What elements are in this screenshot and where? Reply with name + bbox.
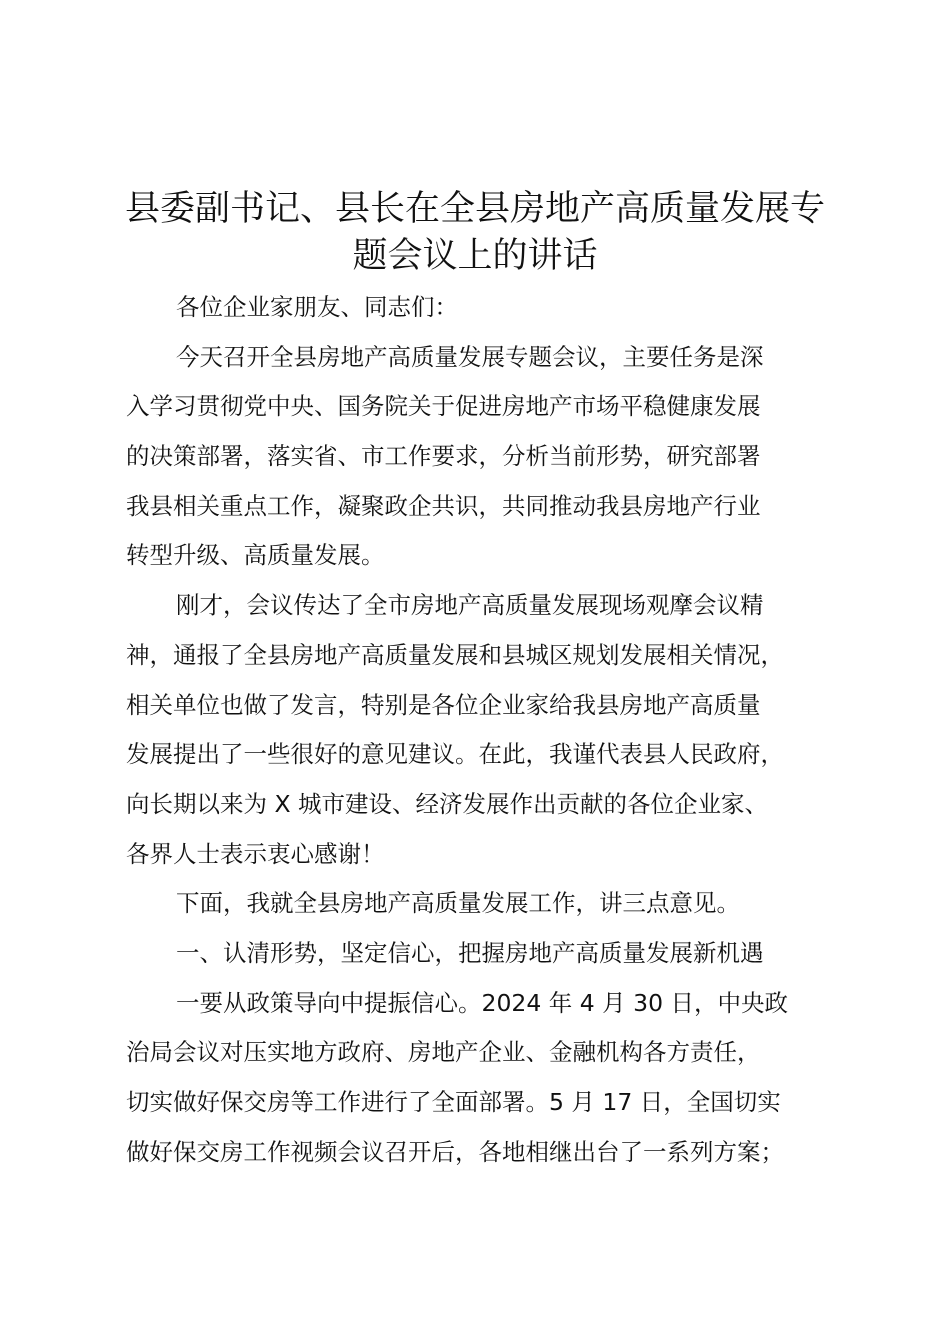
paragraph-1-line-2: 入学习贯彻党中央、国务院关于促进房地产市场平稳健康发展 xyxy=(126,392,761,421)
document-body xyxy=(126,283,866,1177)
paragraph-2-line-6: 各界人士表示衷心感谢！ xyxy=(126,839,385,868)
title-line-2: 题会议上的讲话 xyxy=(352,236,598,276)
section-heading-1: 一、认清形势，坚定信心，把握房地产高质量发展新机遇 xyxy=(176,938,764,967)
paragraph-2-line-3: 相关单位也做了发言，特别是各位企业家给我县房地产高质量 xyxy=(126,690,761,719)
title-line-1: 县委副书记、县长在全县房地产高质量发展专 xyxy=(124,189,825,229)
paragraph-1-line-5: 转型升级、高质量发展。 xyxy=(126,541,385,570)
paragraph-4-line-2: 治局会议对压实地方政府、房地产企业、金融机构各方责任， xyxy=(126,1038,761,1067)
paragraph-3-line-1: 下面，我就全县房地产高质量发展工作，讲三点意见。 xyxy=(176,889,740,918)
paragraph-2-line-1: 刚才，会议传达了全市房地产高质量发展现场观摩会议精 xyxy=(176,591,764,620)
paragraph-4-line-1: 一要从政策导向中提振信心。2024 年 4 月 30 日，中央政 xyxy=(176,988,789,1017)
salutation-line: 各位企业家朋友、同志们： xyxy=(176,293,458,321)
document-title xyxy=(110,186,840,280)
paragraph-1-line-4: 我县相关重点工作，凝聚政企共识，共同推动我县房地产行业 xyxy=(126,491,761,520)
paragraph-1-line-1: 今天召开全县房地产高质量发展专题会议，主要任务是深 xyxy=(176,342,764,371)
paragraph-2-line-5: 向长期以来为 X 城市建设、经济发展作出贡献的各位企业家、 xyxy=(126,789,769,818)
paragraph-2-line-4: 发展提出了一些很好的意见建议。在此，我谨代表县人民政府， xyxy=(126,740,784,769)
paragraph-4-line-4: 做好保交房工作视频会议召开后，各地相继出台了一系列方案； xyxy=(126,1137,784,1166)
paragraph-1-line-3: 的决策部署，落实省、市工作要求，分析当前形势，研究部署 xyxy=(126,442,761,471)
paragraph-4-line-3: 切实做好保交房等工作进行了全面部署。5 月 17 日，全国切实 xyxy=(126,1088,781,1116)
paragraph-2-line-2: 神，通报了全县房地产高质量发展和县城区规划发展相关情况， xyxy=(126,640,784,669)
